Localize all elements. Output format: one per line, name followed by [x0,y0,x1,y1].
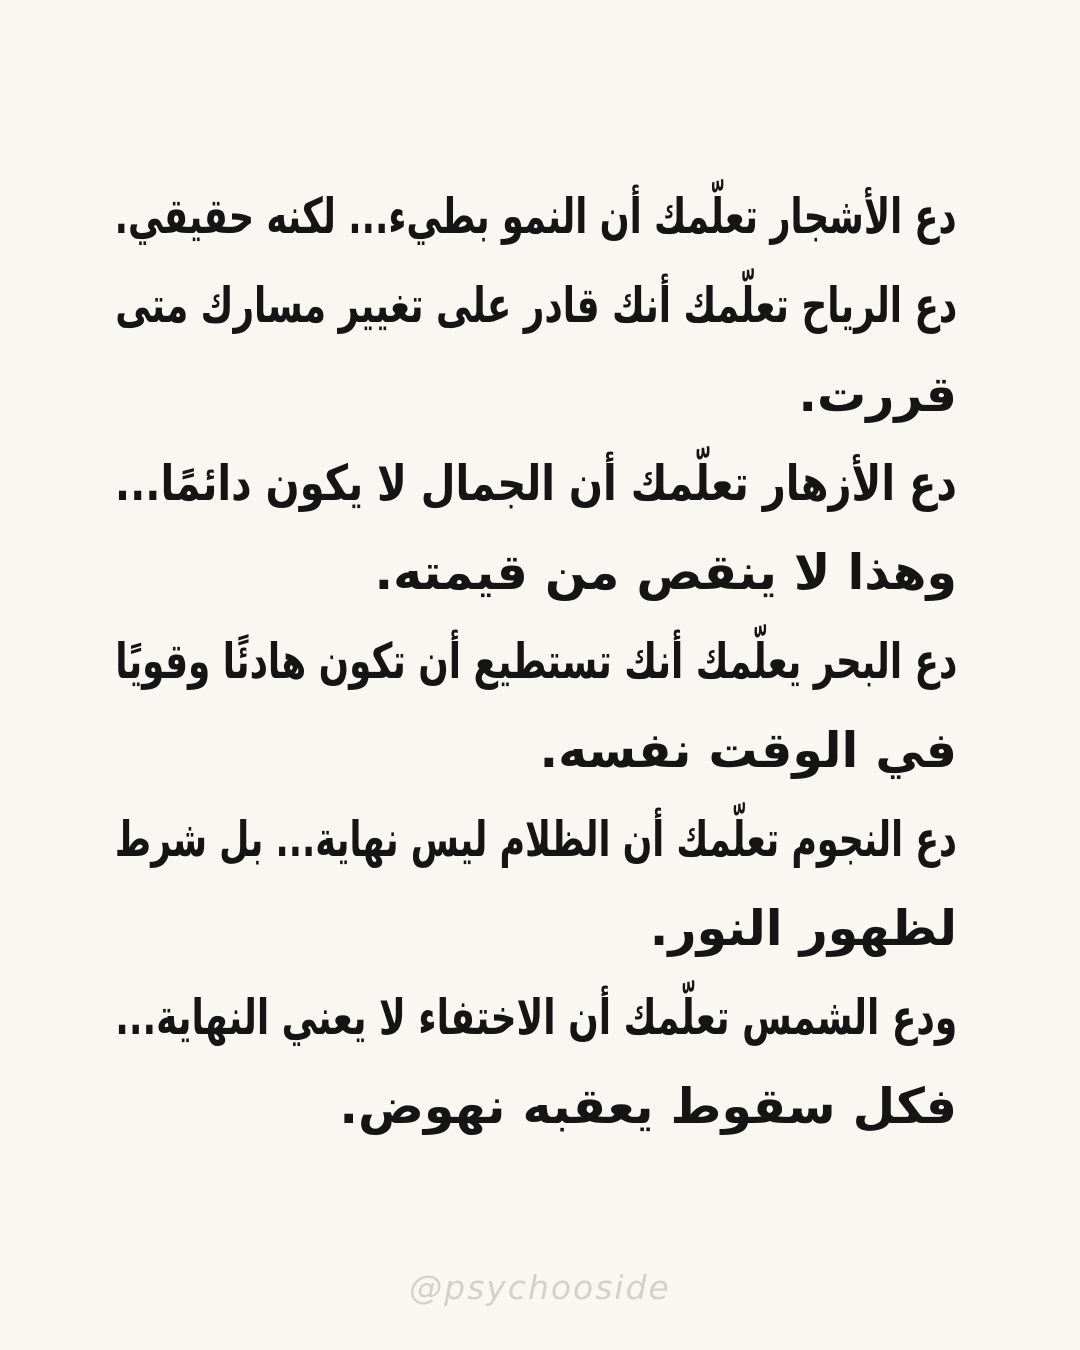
quote-text [115,172,957,1151]
quote-line: فكل سقوط يعقبه نهوض. [339,1078,957,1135]
quote-line: دع الرياح تعلّمك أنك قادر على تغيير مسارك متى [114,277,957,334]
quote-line: دع النجوم تعلّمك أن الظلام ليس نهاية... بل شرط [115,811,957,868]
quote-line: ودع الشمس تعلّمك أن الاختفاء لا يعني النهاية... [115,989,957,1046]
quote-line: لظهور النور. [649,900,957,957]
quote-line: دع البحر يعلّمك أنك تستطيع أن تكون هادئًا وقويًا [114,633,957,690]
quote-line: دع الأزهار تعلّمك أن الجمال لا يكون دائمًا... [114,455,957,512]
quote-line: دع الأشجار تعلّمك أن النمو بطيء... لكنه حقيقي. [114,188,957,245]
quote-line: قررت. [798,366,957,423]
watermark-handle: @psychooside [409,1268,671,1307]
quote-line: وهذا لا ينقص من قيمته. [374,544,957,601]
quote-line: في الوقت نفسه. [539,722,957,779]
